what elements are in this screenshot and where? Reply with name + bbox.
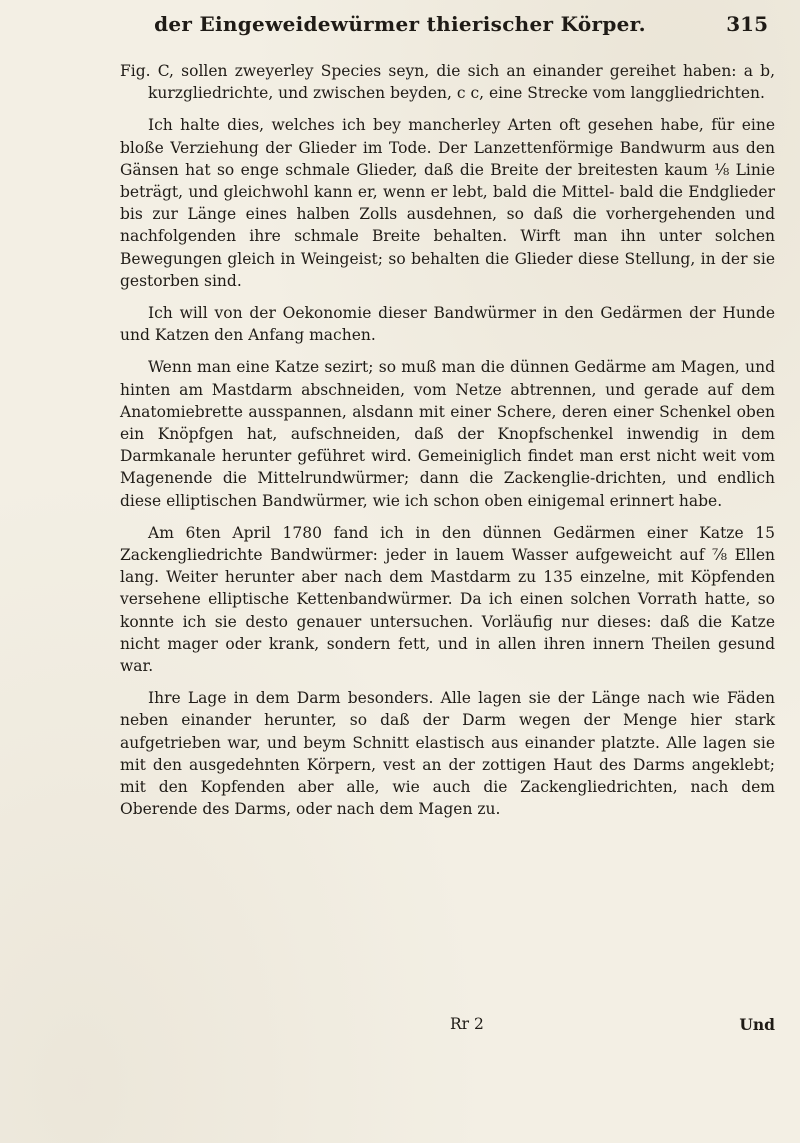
- page-footer: [120, 1015, 775, 1045]
- printer-signature: Rr 2: [450, 1015, 484, 1033]
- paragraph-3: Wenn man eine Katze sezirt; so muß man die dünnen Gedärme am Magen, und hinten am Mastdarm abschneiden, vom Netze abtrennen, und gerade auf dem Anatomiebrette ausspannen, alsdann mit einer Schere, deren einer Schenkel oben ein Knöpfgen hat, aufschneiden, daß der Knopfschenkel inwendig in dem Darmkanale herunter geführet wird. Gemeiniglich findet man erst nicht weit vom Magenende die Mittelrundwürmer; dann die Zackenglie-drichten, und endlich diese elliptischen Bandwürmer, wie ich schon oben einigemal erinnert habe.: [120, 358, 775, 510]
- paragraph-2: Ich will von der Oekonomie dieser Bandwürmer in den Gedärmen der Hunde und Katzen den Anfang machen.: [120, 304, 775, 345]
- paragraph-4: Am 6ten April 1780 fand ich in den dünnen Gedärmen einer Katze 15 Zackengliedrichte Bandwürmer: jeder in lauem Wasser aufgeweicht auf ⅞ Ellen lang. Weiter herunter aber nach dem Mastdarm zu 135 einzelne, mit Köpfenden versehene elliptische Kettenbandwürmer. Da ich einen solchen Vorrath hatte, so konnte ich sie desto genauer untersuchen. Vorläufig nur dieses: daß die Katze nicht mager oder krank, sondern fett, und in allen ihren innern Theilen gesund war.: [120, 523, 775, 676]
- running-head: der Eingeweidewürmer thierischer Körper.: [154, 12, 646, 36]
- paragraph-5: Ihre Lage in dem Darm besonders. Alle lagen sie der Länge nach wie Fäden neben einander herunter, so daß der Darm wegen der Menge hier stark aufgetrieben war, und beym Schnitt elastisch aus einander platzte. Alle lagen sie mit den ausgedehnten Körpern, vest an der zottigen Haut des Darms angeklebt; mit den Kopfenden aber alle, wie auch die Zackengliedrichten, nach dem Oberende des Darms, oder nach dem Magen zu.: [120, 689, 775, 819]
- body-text: [120, 60, 775, 831]
- paragraph-1: Ich halte dies, welches ich bey mancherley Arten oft gesehen habe, für eine bloße Verziehung der Glieder im Tode. Der Lanzettenförmige Bandwurm aus den Gänsen hat so enge schmale Glieder, daß die Breite der breitesten kaum ⅛ Linie beträgt, und gleichwohl kann er, wenn er lebt, bald die Mittel- bald die Endglieder bis zur Länge eines halben Zolls ausdehnen, so daß die vorhergehenden und nachfolgenden ihre schmale Breite behalten. Wirft man ihn unter solchen Bewegungen gleich in Weingeist; so behalten die Glieder diese Stellung, in der sie gestorben sind.: [120, 116, 775, 290]
- page-header: [0, 0, 800, 48]
- catchword: Und: [739, 1015, 775, 1034]
- paragraph-figure-caption: Fig. C, sollen zweyerley Species seyn, die sich an einander gereihet haben: a b, kurzgliedrichte, und zwischen beyden, c c, eine Strecke vom langgliedrichten.: [120, 62, 775, 103]
- page-number: 315: [726, 12, 768, 36]
